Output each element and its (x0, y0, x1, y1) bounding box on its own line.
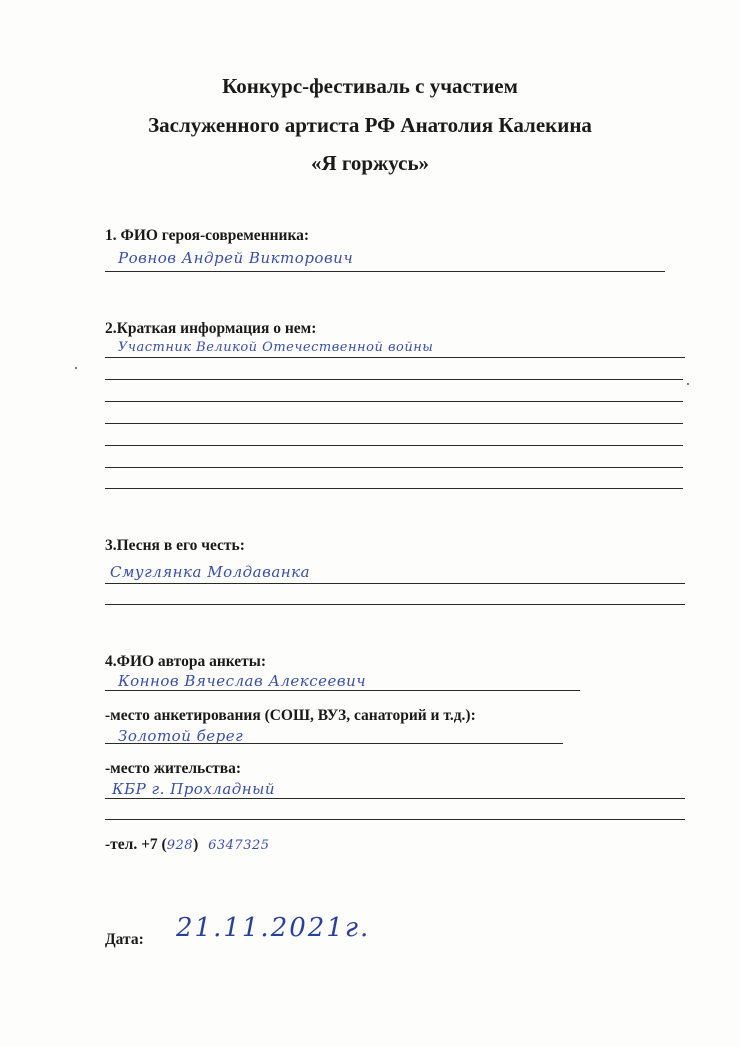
place-label: -место анкетирования (СОШ, ВУЗ, санаторий и т.д.): (105, 707, 476, 724)
question-2-line-2 (105, 379, 683, 380)
form-title-line-2: Заслуженного артиста РФ Анатолия Калекина (148, 113, 592, 137)
phone-prefix: -тел. +7 ( (105, 836, 167, 853)
question-2-line-4 (105, 423, 683, 424)
residence-label: -место жительства: (105, 760, 242, 777)
question-4-answer[interactable]: Коннов Вячеслав Алексеевич (118, 672, 367, 690)
question-3-line-1 (105, 583, 685, 584)
question-3-label: 3.Песня в его честь: (105, 537, 245, 554)
place-answer[interactable]: Золотой берег (118, 727, 244, 745)
question-4-line (105, 690, 580, 691)
residence-line-2 (105, 819, 685, 820)
date-value[interactable]: 21.11.2021г. (176, 913, 371, 943)
question-2-label: 2.Краткая информация о нем: (105, 320, 317, 337)
question-2-line-1 (105, 357, 685, 358)
form-title-line-1: Конкурс-фестиваль с участием (222, 74, 518, 98)
residence-answer[interactable]: КБР г. Прохладный (112, 780, 276, 798)
question-2-line-7 (105, 488, 683, 489)
question-1-label: 1. ФИО героя-современника: (105, 227, 310, 244)
question-2-line-6 (105, 467, 683, 468)
date-label: Дата: (105, 931, 144, 948)
question-1-answer[interactable]: Ровнов Андрей Викторович (118, 249, 354, 267)
residence-line-1 (105, 798, 685, 799)
question-1-line (105, 271, 665, 272)
phone-area-code[interactable]: 928 (166, 838, 194, 853)
question-2-answer[interactable]: Участник Великой Отечественной войны (118, 340, 434, 355)
question-3-line-2 (105, 604, 685, 605)
form-title-line-3: «Я горжусь» (310, 151, 430, 175)
question-3-answer[interactable]: Смуглянка Молдаванка (110, 563, 311, 581)
place-line (105, 743, 563, 744)
question-2-line-3 (105, 401, 683, 402)
paper-speck (687, 383, 689, 385)
paper-speck (75, 367, 77, 369)
phone-close-paren: ) (193, 836, 199, 853)
question-4-label: 4.ФИО автора анкеты: (105, 653, 267, 670)
question-2-line-5 (105, 445, 683, 446)
phone-label (105, 836, 270, 854)
phone-number[interactable]: 6347325 (208, 838, 270, 853)
